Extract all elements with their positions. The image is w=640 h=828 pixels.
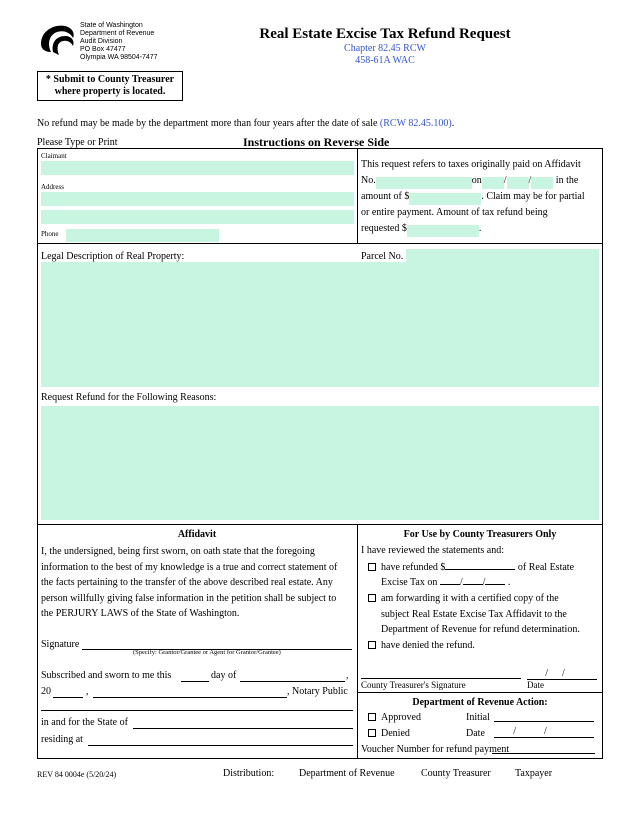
- voucher-line[interactable]: [492, 743, 595, 754]
- refund-reasons-field[interactable]: [41, 406, 599, 520]
- forwarding-checkbox-icon[interactable]: [368, 594, 376, 602]
- affidavit-line-1: I, the undersigned, being first sworn, on oath state that the foregoing: [41, 546, 315, 557]
- subscribed-text-1: Subscribed and sworn to me this: [41, 670, 172, 681]
- treasurer-signature-label: County Treasurer's Signature: [361, 680, 466, 690]
- refunded-amount-line[interactable]: [445, 560, 515, 570]
- residing-at-label: residing at: [41, 734, 83, 745]
- refund-day-line[interactable]: [463, 575, 483, 585]
- approved-label: Approved: [381, 712, 421, 723]
- treasurer-date-label: Date: [527, 680, 544, 690]
- forwarding-line-1: [368, 591, 602, 607]
- affidavit-ref-line1: This request refers to taxes originally paid on Affidavit: [361, 159, 581, 170]
- amount-label: amount of $: [361, 191, 410, 202]
- sworn-month-line[interactable]: [240, 669, 345, 682]
- claimant-label: Claimant: [41, 152, 67, 160]
- requested-period: .: [478, 223, 482, 234]
- paid-year-field[interactable]: [531, 177, 553, 189]
- affidavit-text: [41, 544, 355, 622]
- requested-amount-field[interactable]: [407, 225, 479, 237]
- in-the-label: in the: [555, 175, 579, 186]
- denied-row: [368, 728, 410, 740]
- phone-field[interactable]: [66, 229, 219, 242]
- affidavit-line-3: the facts pertaining to the transfer of the above described real estate. Any: [41, 577, 333, 588]
- refund-year-line[interactable]: [485, 575, 505, 585]
- notary-label: , Notary Public: [287, 686, 348, 697]
- refund-note-text: No refund may be made by the department more than four years after the date of sale: [37, 118, 378, 129]
- dor-denied-label: Denied: [381, 728, 410, 739]
- comma-2: ,: [86, 686, 89, 697]
- refund-note-end: .: [451, 118, 455, 129]
- submit-note-line1: * Submit to County Treasurer: [45, 74, 175, 85]
- chapter-link[interactable]: Chapter 82.45 RCW: [344, 43, 426, 54]
- affidavit-no-field[interactable]: [376, 177, 472, 189]
- affidavit-heading: Affidavit: [177, 529, 217, 540]
- forwarding-block: [368, 591, 602, 653]
- affidavit-ref-line3: [361, 189, 601, 205]
- dist-treasurer: County Treasurer: [421, 768, 491, 779]
- dor-date-label: Date: [466, 728, 485, 739]
- phone-label: Phone: [41, 230, 59, 238]
- forwarding-text-1: am forwarding it with a certified copy of the: [381, 593, 559, 604]
- distribution-label: Distribution:: [223, 768, 275, 779]
- amount-field[interactable]: [409, 193, 481, 205]
- denied-refund-text: have denied the refund.: [381, 639, 475, 651]
- refunded-label-1: have refunded $: [381, 562, 446, 573]
- forwarding-line-3: Department of Revenue for refund determination.: [381, 624, 580, 635]
- dist-taxpayer: Taxpayer: [515, 768, 553, 779]
- claimant-field[interactable]: [41, 161, 354, 175]
- specify-note: (Specify: Grantor/Grantee or Agent for Grantor/Grantee): [133, 649, 281, 656]
- county-use-heading: For Use by County Treasurers Only: [403, 529, 557, 540]
- agency-line4: PO Box 47477: [80, 46, 126, 53]
- affidavit-line-5: the PERJURY LAWS of the State of Washington.: [41, 608, 240, 619]
- year-prefix: 20: [41, 686, 51, 697]
- approved-row: [368, 712, 421, 724]
- sworn-day-line[interactable]: [181, 669, 209, 682]
- please-type: Please Type or Print: [37, 137, 118, 148]
- refund-note: [37, 118, 597, 130]
- dist-dor: Department of Revenue: [299, 768, 395, 779]
- on-label: on: [471, 175, 482, 186]
- affidavit-line-2: information to the best of my knowledge is a true and correct statement of: [41, 561, 338, 573]
- claim-text: . Claim may be for partial: [481, 191, 585, 202]
- forwarding-line-2: subject Real Estate Excise Tax Affidavit to the: [381, 608, 567, 620]
- state-of-line[interactable]: [133, 716, 353, 729]
- address-label: Address: [41, 183, 64, 191]
- subscribed-text-2: day of: [211, 670, 237, 681]
- agency-address: [80, 22, 190, 62]
- paid-month-field[interactable]: [482, 177, 504, 189]
- refunded-label-2: of Real Estate: [517, 562, 575, 573]
- refund-reasons-label: Request Refund for the Following Reasons:: [41, 392, 217, 403]
- legal-description-label: Legal Description of Real Property:: [41, 251, 185, 262]
- affidavit-ref-line5: [361, 221, 601, 237]
- notary-signature-line[interactable]: [41, 698, 353, 711]
- submit-note-line2: where property is located.: [54, 86, 166, 97]
- parcel-field[interactable]: [406, 249, 599, 262]
- refund-month-line[interactable]: [440, 575, 460, 585]
- refunded-checkbox-icon[interactable]: [368, 563, 376, 571]
- treasurer-signature-line[interactable]: [361, 668, 521, 679]
- refunded-row: [368, 560, 602, 574]
- address-field-1[interactable]: [41, 192, 354, 206]
- dor-denied-checkbox-icon[interactable]: [368, 729, 376, 737]
- county-reviewed: I have reviewed the statements and:: [361, 545, 504, 556]
- denied-refund-checkbox-icon[interactable]: [368, 641, 376, 649]
- agency-line2: Department of Revenue: [80, 30, 155, 37]
- wac-link[interactable]: 458-61A WAC: [355, 55, 415, 66]
- affidavit-ref-block: [361, 157, 601, 237]
- affidavit-no-label: No.: [361, 175, 376, 186]
- dor-date-line[interactable]: //: [494, 727, 594, 738]
- initial-label: Initial: [466, 712, 490, 723]
- submit-note-box: [37, 71, 183, 101]
- agency-line3: Audit Division: [80, 38, 123, 45]
- rcw-link[interactable]: (RCW 82.45.100): [379, 118, 452, 129]
- affidavit-line-4: person willfully giving false information in the petition shall be subject to: [41, 592, 337, 604]
- legal-description-field[interactable]: [41, 262, 599, 387]
- notary-name-line[interactable]: [93, 685, 287, 698]
- affidavit-ref-line4: or entire payment. Amount of tax refund being: [361, 207, 548, 218]
- treasurer-date-slashes: //: [527, 669, 597, 680]
- form-number: REV 84 0004e (5/20/24): [37, 770, 117, 779]
- excise-tax-row: Excise Tax on / / .: [381, 577, 511, 588]
- state-of-label: in and for the State of: [41, 717, 128, 728]
- dor-logo-icon: [37, 22, 77, 58]
- approved-checkbox-icon[interactable]: [368, 713, 376, 721]
- dor-action-heading: Department of Revenue Action:: [412, 697, 548, 708]
- agency-line5: Olympia WA 98504-7477: [80, 54, 158, 61]
- voucher-label: Voucher Number for refund payment: [361, 744, 510, 755]
- instructions-heading: Instructions on Reverse Side: [243, 135, 390, 149]
- paid-day-field[interactable]: [507, 177, 529, 189]
- form-title: Real Estate Excise Tax Refund Request: [259, 26, 511, 42]
- address-field-2[interactable]: [41, 210, 354, 224]
- signature-label: Signature: [41, 639, 80, 650]
- sworn-year-line[interactable]: [53, 685, 83, 698]
- affidavit-ref-line2: No. on / / in the: [361, 173, 601, 189]
- agency-line1: State of Washington: [80, 22, 143, 29]
- parcel-label: Parcel No.: [361, 251, 404, 262]
- comma: ,: [346, 670, 349, 681]
- initial-line[interactable]: [494, 711, 594, 722]
- residing-at-line[interactable]: [88, 733, 353, 746]
- denied-line: [368, 638, 602, 654]
- requested-label: requested $: [361, 223, 407, 234]
- excise-tax-on-label: Excise Tax on: [381, 577, 438, 588]
